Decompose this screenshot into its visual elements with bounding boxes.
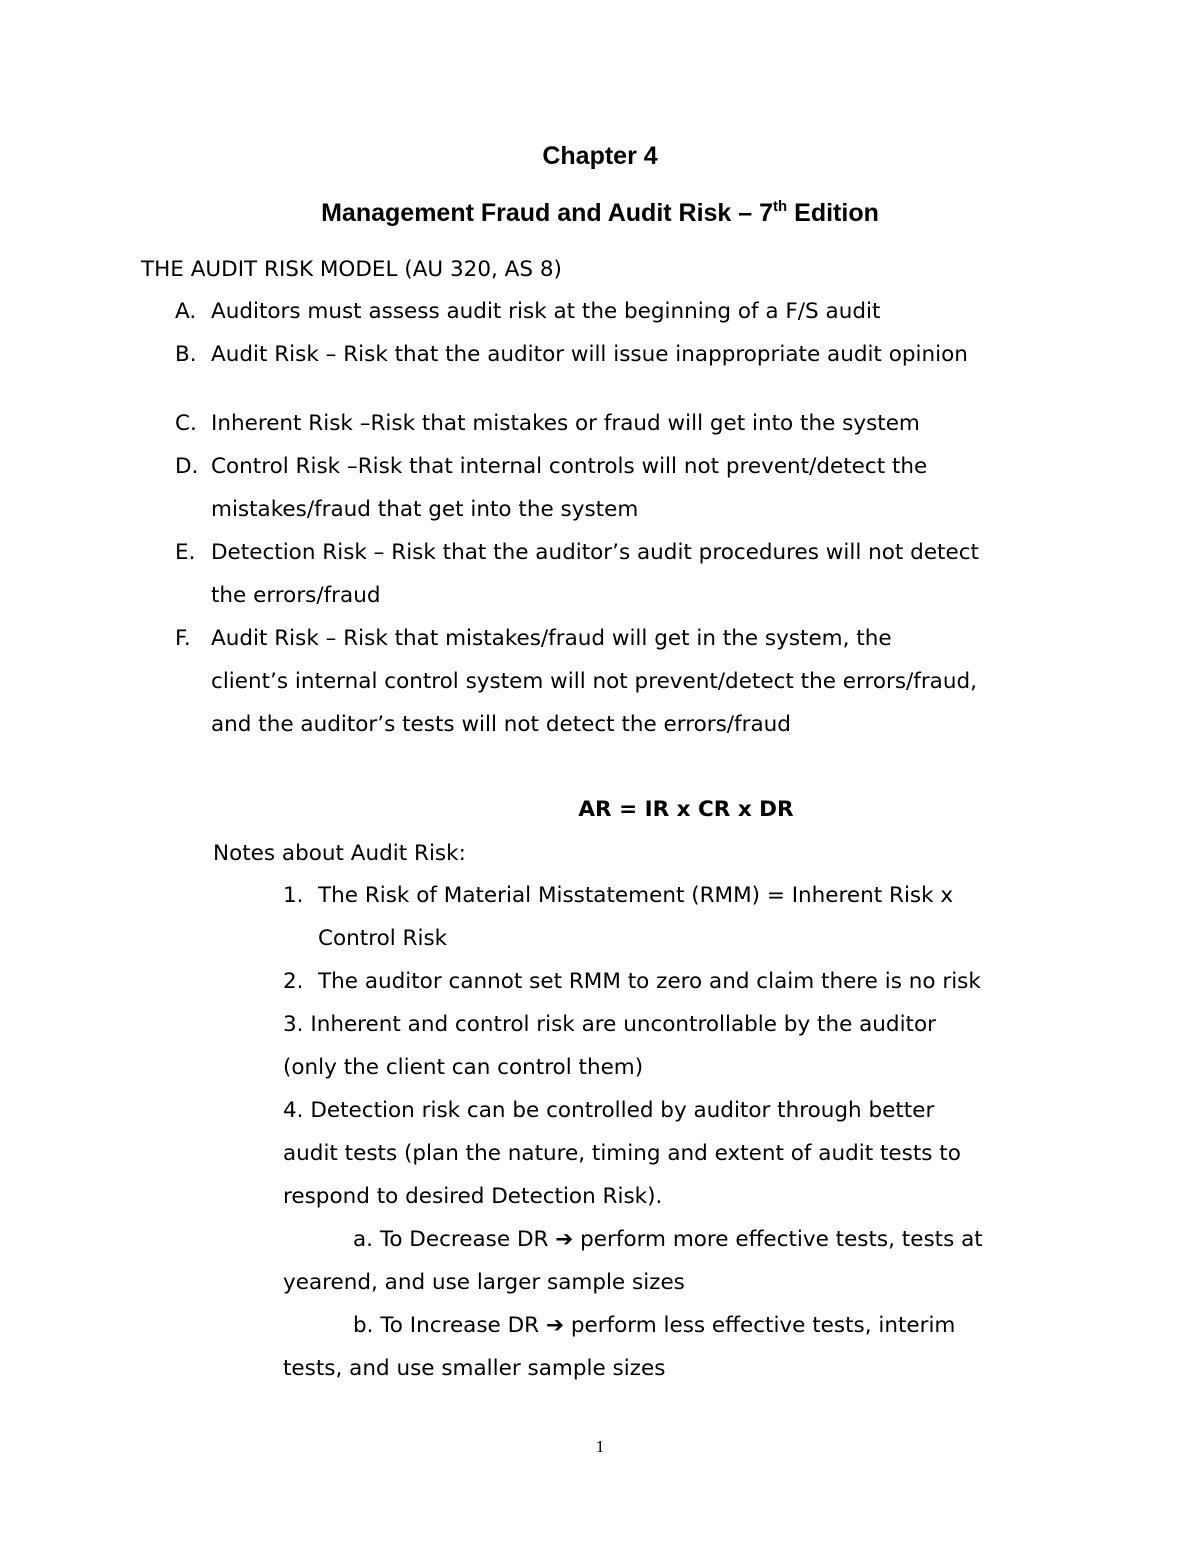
note-text: The auditor cannot set RMM to zero and claim there is no risk	[318, 969, 981, 994]
list-item-text: client’s internal control system will not prevent/detect the errors/fraud,	[211, 669, 977, 694]
document-title-end: Edition	[787, 199, 879, 227]
note-text: Control Risk	[318, 926, 448, 951]
document-title	[0, 199, 1200, 228]
list-item-text: Auditors must assess audit risk at the beginning of a F/S audit	[211, 299, 881, 324]
right-arrow-icon: ➔	[545, 1313, 564, 1338]
section-heading: THE AUDIT RISK MODEL (AU 320, AS 8)	[141, 257, 562, 282]
list-item-text: the errors/fraud	[211, 583, 381, 608]
list-item-text: Inherent Risk –Risk that mistakes or fraud will get into the system	[211, 411, 920, 436]
document-title-superscript: th	[773, 198, 788, 215]
list-item-text: mistakes/fraud that get into the system	[211, 497, 639, 522]
list-item-text: Control Risk –Risk that internal controls will not prevent/detect the	[211, 454, 928, 479]
list-marker: F.	[175, 626, 191, 651]
note-text: respond to desired Detection Risk).	[283, 1184, 663, 1209]
note-text: 4. Detection risk can be controlled by auditor through better	[283, 1098, 935, 1123]
list-marker: C.	[175, 411, 197, 436]
sub-note-text: perform more effective tests, tests at	[580, 1227, 983, 1252]
note-text: The Risk of Material Misstatement (RMM) = Inherent Risk x	[318, 883, 954, 908]
list-item-text: Audit Risk – Risk that the auditor will issue inappropriate audit opinion	[211, 342, 968, 367]
list-marker: A.	[175, 299, 197, 324]
list-marker: B.	[175, 342, 197, 367]
list-item-text: and the auditor’s tests will not detect the errors/fraud	[211, 712, 791, 737]
note-marker: 1.	[283, 883, 304, 908]
sub-note-label: a. To Decrease DR	[353, 1227, 549, 1252]
audit-risk-formula: AR = IR x CR x DR	[578, 797, 794, 822]
note-marker: 2.	[283, 969, 304, 994]
right-arrow-icon: ➔	[555, 1227, 574, 1252]
sub-note-text: tests, and use smaller sample sizes	[283, 1356, 666, 1381]
note-text: (only the client can control them)	[283, 1055, 644, 1080]
chapter-title: Chapter 4	[542, 142, 658, 170]
list-item-text: Audit Risk – Risk that mistakes/fraud will get in the system, the	[211, 626, 892, 651]
list-marker: E.	[175, 540, 196, 565]
document-title-main: Management Fraud and Audit Risk – 7	[321, 199, 774, 227]
sub-note-a	[353, 1226, 983, 1254]
notes-heading: Notes about Audit Risk:	[213, 841, 466, 866]
sub-note-text: yearend, and use larger sample sizes	[283, 1270, 685, 1295]
sub-note-text: perform less effective tests, interim	[570, 1313, 956, 1338]
note-text: 3. Inherent and control risk are uncontrollable by the auditor	[283, 1012, 936, 1037]
sub-note-label: b. To Increase DR	[353, 1313, 540, 1338]
sub-note-b	[353, 1312, 955, 1340]
list-item-text: Detection Risk – Risk that the auditor’s audit procedures will not detect	[211, 540, 979, 565]
note-text: audit tests (plan the nature, timing and extent of audit tests to	[283, 1141, 961, 1166]
list-marker: D.	[175, 454, 199, 479]
page-number: 1	[595, 1437, 605, 1456]
